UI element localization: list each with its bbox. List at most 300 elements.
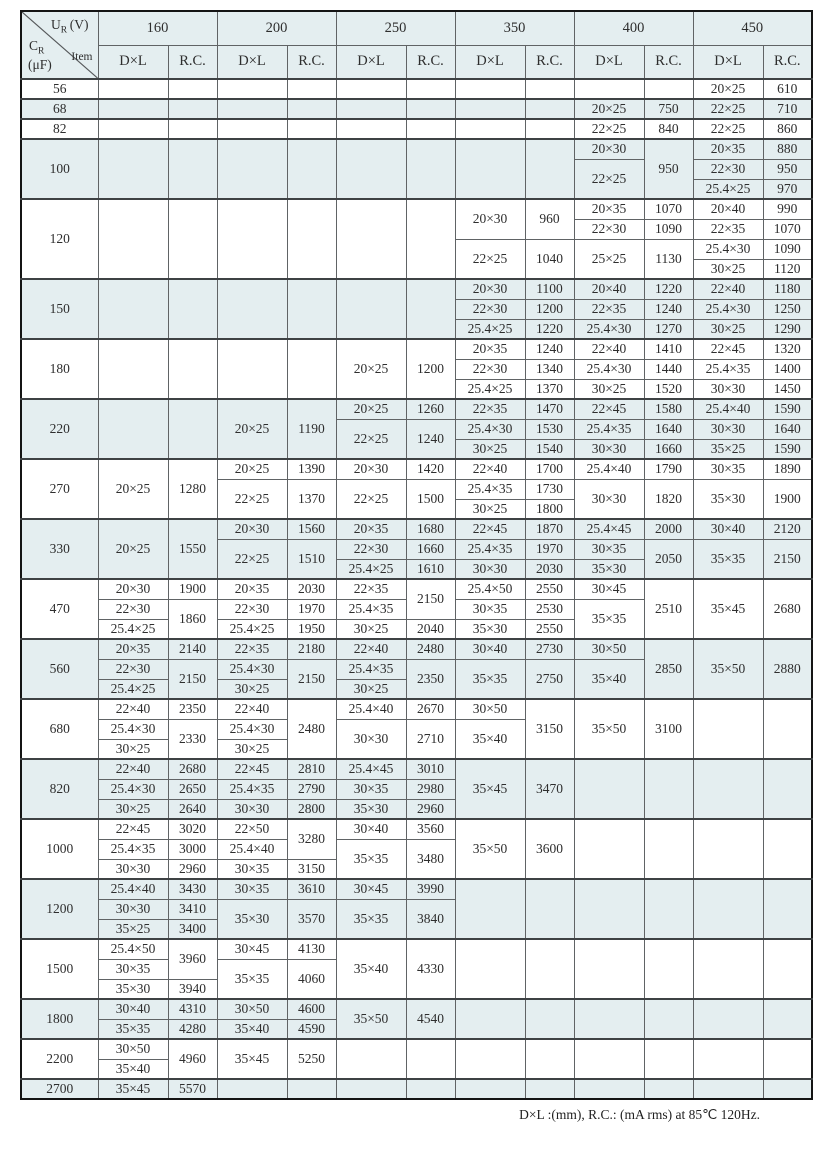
cell-rc: 2350 bbox=[406, 659, 455, 699]
cell-dxl bbox=[98, 119, 168, 139]
cell-dxl: 30×25 bbox=[693, 259, 763, 279]
cell-dxl: 20×35 bbox=[98, 639, 168, 659]
cr-value: 2700 bbox=[21, 1079, 98, 1099]
cell-rc: 1530 bbox=[525, 419, 574, 439]
cell-rc: 1130 bbox=[644, 239, 693, 279]
voltage-header: 400 bbox=[574, 11, 693, 45]
cell-dxl: 22×45 bbox=[574, 399, 644, 419]
cell-dxl bbox=[574, 759, 644, 819]
cell-dxl: 30×30 bbox=[455, 559, 525, 579]
cell-dxl bbox=[693, 879, 763, 939]
cell-dxl: 35×30 bbox=[455, 619, 525, 639]
cell-dxl: 30×25 bbox=[336, 679, 406, 699]
cell-rc: 1120 bbox=[763, 259, 812, 279]
cell-dxl: 22×30 bbox=[455, 299, 525, 319]
table-body bbox=[21, 79, 812, 1099]
dxl-header: D×L bbox=[98, 45, 168, 79]
cell-dxl bbox=[455, 879, 525, 939]
cell-rc: 1870 bbox=[525, 519, 574, 539]
cell-rc bbox=[406, 99, 455, 119]
dxl-header: D×L bbox=[455, 45, 525, 79]
cell-dxl bbox=[574, 879, 644, 939]
cell-rc: 1860 bbox=[168, 599, 217, 639]
cell-dxl: 25.4×30 bbox=[217, 659, 287, 679]
cell-dxl: 22×25 bbox=[336, 419, 406, 459]
cell-rc: 2650 bbox=[168, 779, 217, 799]
cell-dxl: 25.4×25 bbox=[98, 679, 168, 699]
cell-rc: 1970 bbox=[287, 599, 336, 619]
table-row bbox=[21, 459, 812, 479]
cell-rc: 2140 bbox=[168, 639, 217, 659]
cell-dxl: 25.4×35 bbox=[693, 359, 763, 379]
cell-dxl: 22×40 bbox=[455, 459, 525, 479]
cell-dxl bbox=[336, 99, 406, 119]
cell-dxl: 22×45 bbox=[217, 759, 287, 779]
cell-dxl: 30×25 bbox=[217, 739, 287, 759]
cr-value: 1200 bbox=[21, 879, 98, 939]
cell-dxl: 30×30 bbox=[693, 419, 763, 439]
cell-rc: 1320 bbox=[763, 339, 812, 359]
cr-value: 150 bbox=[21, 279, 98, 339]
cell-dxl: 35×35 bbox=[336, 839, 406, 879]
cell-dxl: 22×25 bbox=[455, 239, 525, 279]
cell-rc: 2150 bbox=[406, 579, 455, 619]
cell-rc: 1260 bbox=[406, 399, 455, 419]
cell-rc: 1250 bbox=[763, 299, 812, 319]
item-label: Item bbox=[71, 51, 93, 63]
cell-dxl: 35×35 bbox=[693, 539, 763, 579]
cell-dxl: 20×25 bbox=[336, 399, 406, 419]
cell-rc: 3150 bbox=[525, 699, 574, 759]
cell-dxl: 20×40 bbox=[574, 279, 644, 299]
table-row bbox=[21, 339, 812, 359]
cell-dxl: 20×25 bbox=[217, 459, 287, 479]
cell-dxl: 30×25 bbox=[217, 679, 287, 699]
cell-dxl bbox=[98, 99, 168, 119]
cell-rc: 2150 bbox=[287, 659, 336, 699]
cell-rc: 2680 bbox=[763, 579, 812, 639]
cell-rc: 1560 bbox=[287, 519, 336, 539]
cell-rc: 5250 bbox=[287, 1039, 336, 1079]
capacitance-label: $C_R$ bbox=[29, 38, 45, 57]
cell-rc bbox=[644, 1079, 693, 1099]
table-row bbox=[21, 939, 812, 959]
cell-rc: 2040 bbox=[406, 619, 455, 639]
cr-value: 56 bbox=[21, 79, 98, 99]
cell-dxl: 35×35 bbox=[98, 1019, 168, 1039]
cell-rc bbox=[644, 879, 693, 939]
rc-header: R.C. bbox=[168, 45, 217, 79]
cell-dxl: 25.4×30 bbox=[455, 419, 525, 439]
cell-rc: 3470 bbox=[525, 759, 574, 819]
cell-dxl: 25.4×25 bbox=[455, 379, 525, 399]
cell-dxl bbox=[693, 759, 763, 819]
table-row bbox=[21, 579, 812, 599]
rc-header: R.C. bbox=[406, 45, 455, 79]
cell-rc: 1790 bbox=[644, 459, 693, 479]
cr-value: 1800 bbox=[21, 999, 98, 1039]
cell-dxl: 25.4×30 bbox=[98, 779, 168, 799]
table-row bbox=[21, 519, 812, 539]
cell-rc bbox=[525, 119, 574, 139]
cell-dxl: 30×50 bbox=[217, 999, 287, 1019]
cell-dxl: 30×40 bbox=[693, 519, 763, 539]
cell-dxl: 35×30 bbox=[693, 479, 763, 519]
cell-dxl: 35×30 bbox=[336, 799, 406, 819]
cell-rc: 1660 bbox=[406, 539, 455, 559]
cell-rc: 1290 bbox=[763, 319, 812, 339]
cell-dxl: 35×40 bbox=[336, 939, 406, 999]
cell-rc bbox=[287, 99, 336, 119]
cell-rc: 1240 bbox=[525, 339, 574, 359]
cell-rc: 1970 bbox=[525, 539, 574, 559]
cell-rc: 1550 bbox=[168, 519, 217, 579]
cell-rc: 1470 bbox=[525, 399, 574, 419]
cell-dxl: 22×25 bbox=[336, 479, 406, 519]
cr-value: 180 bbox=[21, 339, 98, 399]
cell-dxl: 30×25 bbox=[98, 799, 168, 819]
cell-dxl: 22×30 bbox=[693, 159, 763, 179]
cell-dxl: 25.4×25 bbox=[693, 179, 763, 199]
cell-rc bbox=[644, 999, 693, 1039]
cell-dxl bbox=[217, 199, 287, 279]
cell-dxl bbox=[574, 819, 644, 879]
cell-dxl: 35×35 bbox=[455, 659, 525, 699]
cell-dxl: 20×25 bbox=[98, 459, 168, 519]
cell-rc: 1180 bbox=[763, 279, 812, 299]
cell-rc: 3940 bbox=[168, 979, 217, 999]
cell-rc: 840 bbox=[644, 119, 693, 139]
cell-rc: 1900 bbox=[763, 479, 812, 519]
cr-value: 330 bbox=[21, 519, 98, 579]
cell-rc: 1700 bbox=[525, 459, 574, 479]
voltage-header: 200 bbox=[217, 11, 336, 45]
cell-rc: 3990 bbox=[406, 879, 455, 899]
cell-dxl: 22×40 bbox=[574, 339, 644, 359]
cell-rc bbox=[406, 279, 455, 339]
cell-rc bbox=[763, 879, 812, 939]
cell-dxl bbox=[217, 339, 287, 399]
cell-rc: 2180 bbox=[287, 639, 336, 659]
cr-value: 220 bbox=[21, 399, 98, 459]
cell-rc bbox=[406, 119, 455, 139]
cr-value: 680 bbox=[21, 699, 98, 759]
cell-dxl: 22×45 bbox=[693, 339, 763, 359]
cr-value: 68 bbox=[21, 99, 98, 119]
cell-rc bbox=[406, 1079, 455, 1099]
cell-dxl: 25.4×30 bbox=[693, 299, 763, 319]
cell-rc bbox=[525, 939, 574, 999]
cell-dxl: 35×45 bbox=[693, 579, 763, 639]
cell-dxl bbox=[336, 139, 406, 199]
cell-rc: 2640 bbox=[168, 799, 217, 819]
cell-rc: 3480 bbox=[406, 839, 455, 879]
cell-dxl bbox=[336, 199, 406, 279]
table-row bbox=[21, 759, 812, 779]
cell-dxl bbox=[217, 79, 287, 99]
cell-rc: 2000 bbox=[644, 519, 693, 539]
cell-rc bbox=[644, 79, 693, 99]
cell-dxl: 22×30 bbox=[455, 359, 525, 379]
cell-rc: 4960 bbox=[168, 1039, 217, 1079]
cell-dxl: 20×30 bbox=[336, 459, 406, 479]
cell-dxl bbox=[217, 139, 287, 199]
table-row bbox=[21, 139, 812, 159]
cell-rc: 3000 bbox=[168, 839, 217, 859]
cell-rc: 2150 bbox=[763, 539, 812, 579]
cell-rc bbox=[168, 79, 217, 99]
cell-rc: 1520 bbox=[644, 379, 693, 399]
cell-dxl: 35×50 bbox=[693, 639, 763, 699]
cell-rc bbox=[763, 699, 812, 759]
cell-rc: 3280 bbox=[287, 819, 336, 859]
cell-dxl: 20×35 bbox=[574, 199, 644, 219]
cell-dxl bbox=[574, 79, 644, 99]
cell-dxl: 30×30 bbox=[98, 859, 168, 879]
cell-rc: 2030 bbox=[525, 559, 574, 579]
cr-value: 120 bbox=[21, 199, 98, 279]
cell-dxl bbox=[455, 99, 525, 119]
cell-rc bbox=[168, 119, 217, 139]
cell-dxl bbox=[574, 999, 644, 1039]
cell-dxl: 30×30 bbox=[98, 899, 168, 919]
cell-rc: 2550 bbox=[525, 579, 574, 599]
table-row bbox=[21, 639, 812, 659]
cell-rc bbox=[168, 99, 217, 119]
cell-rc: 1270 bbox=[644, 319, 693, 339]
cr-value: 1500 bbox=[21, 939, 98, 999]
cell-dxl: 25.4×40 bbox=[693, 399, 763, 419]
cell-dxl: 35×45 bbox=[98, 1079, 168, 1099]
cell-rc: 610 bbox=[763, 79, 812, 99]
cell-rc bbox=[168, 199, 217, 279]
cell-dxl: 22×45 bbox=[455, 519, 525, 539]
cell-dxl: 20×40 bbox=[693, 199, 763, 219]
cell-rc: 1500 bbox=[406, 479, 455, 519]
cell-dxl bbox=[455, 79, 525, 99]
cell-rc: 3840 bbox=[406, 899, 455, 939]
cell-dxl: 25.4×40 bbox=[574, 459, 644, 479]
cell-rc bbox=[763, 1039, 812, 1079]
cell-rc: 3570 bbox=[287, 899, 336, 939]
cell-dxl: 25.4×30 bbox=[574, 359, 644, 379]
cell-rc: 3150 bbox=[287, 859, 336, 879]
cell-rc bbox=[644, 1039, 693, 1079]
cell-rc: 950 bbox=[763, 159, 812, 179]
table-row bbox=[21, 119, 812, 139]
cell-rc: 2150 bbox=[168, 659, 217, 699]
cell-dxl: 22×40 bbox=[98, 759, 168, 779]
cell-rc: 1370 bbox=[287, 479, 336, 519]
cell-dxl: 30×35 bbox=[98, 959, 168, 979]
cell-rc: 1240 bbox=[644, 299, 693, 319]
rc-header: R.C. bbox=[287, 45, 336, 79]
cell-rc: 1090 bbox=[644, 219, 693, 239]
cell-rc: 4060 bbox=[287, 959, 336, 999]
cell-rc: 1390 bbox=[287, 459, 336, 479]
cell-rc: 2710 bbox=[406, 719, 455, 759]
cell-rc: 860 bbox=[763, 119, 812, 139]
cell-rc bbox=[525, 79, 574, 99]
voltage-header: 250 bbox=[336, 11, 455, 45]
cell-dxl: 25.4×35 bbox=[574, 419, 644, 439]
cell-rc: 1610 bbox=[406, 559, 455, 579]
cell-rc bbox=[406, 79, 455, 99]
cell-dxl: 20×35 bbox=[336, 519, 406, 539]
cell-rc: 1070 bbox=[763, 219, 812, 239]
cell-dxl: 22×35 bbox=[693, 219, 763, 239]
cell-dxl: 20×25 bbox=[336, 339, 406, 399]
cell-rc: 2790 bbox=[287, 779, 336, 799]
cell-dxl bbox=[693, 819, 763, 879]
table-row bbox=[21, 399, 812, 419]
cell-dxl bbox=[455, 939, 525, 999]
cell-dxl bbox=[693, 1039, 763, 1079]
cell-dxl: 20×25 bbox=[98, 519, 168, 579]
cell-dxl: 22×35 bbox=[336, 579, 406, 599]
cell-rc bbox=[525, 139, 574, 199]
table-row bbox=[21, 999, 812, 1019]
cell-rc bbox=[644, 819, 693, 879]
cell-dxl: 25.4×40 bbox=[217, 839, 287, 859]
cell-dxl: 22×25 bbox=[574, 119, 644, 139]
table-row bbox=[21, 1079, 812, 1099]
cell-rc: 1590 bbox=[763, 399, 812, 419]
cell-rc: 2480 bbox=[287, 699, 336, 759]
cell-dxl: 22×35 bbox=[455, 399, 525, 419]
cr-value: 820 bbox=[21, 759, 98, 819]
cell-dxl: 22×25 bbox=[693, 119, 763, 139]
cell-dxl: 35×45 bbox=[455, 759, 525, 819]
cell-dxl: 22×35 bbox=[574, 299, 644, 319]
cell-dxl: 35×40 bbox=[574, 659, 644, 699]
cell-dxl bbox=[574, 939, 644, 999]
cell-dxl: 30×25 bbox=[693, 319, 763, 339]
cell-rc: 1660 bbox=[644, 439, 693, 459]
cell-rc: 1640 bbox=[763, 419, 812, 439]
cell-dxl: 30×25 bbox=[455, 499, 525, 519]
cell-rc: 970 bbox=[763, 179, 812, 199]
cell-dxl: 25.4×30 bbox=[693, 239, 763, 259]
cell-rc: 960 bbox=[525, 199, 574, 239]
cell-rc: 2330 bbox=[168, 719, 217, 759]
cell-dxl bbox=[217, 99, 287, 119]
cell-rc bbox=[525, 1039, 574, 1079]
cell-rc: 3600 bbox=[525, 819, 574, 879]
subheader-row bbox=[21, 45, 812, 79]
dxl-header: D×L bbox=[693, 45, 763, 79]
cell-rc: 1510 bbox=[287, 539, 336, 579]
cell-dxl: 35×30 bbox=[98, 979, 168, 999]
cell-rc: 3430 bbox=[168, 879, 217, 899]
cr-value: 1000 bbox=[21, 819, 98, 879]
cell-rc: 2800 bbox=[287, 799, 336, 819]
cell-dxl: 30×30 bbox=[574, 439, 644, 459]
cr-value: 560 bbox=[21, 639, 98, 699]
cell-rc bbox=[763, 1079, 812, 1099]
cell-rc: 2850 bbox=[644, 639, 693, 699]
cell-rc: 990 bbox=[763, 199, 812, 219]
cr-value: 2200 bbox=[21, 1039, 98, 1079]
cell-dxl: 35×50 bbox=[336, 999, 406, 1039]
cell-rc: 2810 bbox=[287, 759, 336, 779]
cell-rc bbox=[168, 139, 217, 199]
cell-rc: 2050 bbox=[644, 539, 693, 579]
cell-dxl: 20×30 bbox=[217, 519, 287, 539]
cell-rc: 1100 bbox=[525, 279, 574, 299]
cell-rc: 3400 bbox=[168, 919, 217, 939]
cell-dxl bbox=[336, 119, 406, 139]
cell-rc: 4540 bbox=[406, 999, 455, 1039]
cell-dxl: 25×25 bbox=[574, 239, 644, 279]
cell-rc: 3410 bbox=[168, 899, 217, 919]
cell-dxl: 30×40 bbox=[455, 639, 525, 659]
cell-rc bbox=[168, 399, 217, 459]
cell-rc bbox=[406, 1039, 455, 1079]
cell-dxl: 20×30 bbox=[455, 199, 525, 239]
cell-dxl bbox=[217, 279, 287, 339]
cell-dxl: 20×25 bbox=[217, 399, 287, 459]
table-row bbox=[21, 279, 812, 299]
cell-dxl: 20×30 bbox=[98, 579, 168, 599]
cell-rc bbox=[168, 279, 217, 339]
cell-dxl: 30×35 bbox=[455, 599, 525, 619]
cell-dxl: 30×45 bbox=[574, 579, 644, 599]
cell-dxl: 22×40 bbox=[336, 639, 406, 659]
cell-dxl: 20×35 bbox=[455, 339, 525, 359]
table-row bbox=[21, 99, 812, 119]
cell-dxl bbox=[693, 699, 763, 759]
cell-dxl: 30×25 bbox=[574, 379, 644, 399]
cell-dxl bbox=[98, 79, 168, 99]
cell-rc: 1280 bbox=[168, 459, 217, 519]
cell-dxl bbox=[98, 399, 168, 459]
table-row bbox=[21, 879, 812, 899]
cell-rc bbox=[644, 939, 693, 999]
cell-dxl: 25.4×25 bbox=[455, 319, 525, 339]
cell-rc: 2960 bbox=[406, 799, 455, 819]
cell-dxl: 35×40 bbox=[217, 1019, 287, 1039]
cell-dxl: 25.4×30 bbox=[98, 719, 168, 739]
cell-dxl: 30×50 bbox=[98, 1039, 168, 1059]
cell-rc: 1190 bbox=[287, 399, 336, 459]
cell-rc bbox=[525, 879, 574, 939]
cell-rc: 1890 bbox=[763, 459, 812, 479]
cell-dxl: 30×40 bbox=[98, 999, 168, 1019]
cell-rc bbox=[763, 759, 812, 819]
cell-dxl bbox=[693, 1079, 763, 1099]
cell-dxl bbox=[336, 1039, 406, 1079]
cell-dxl: 22×25 bbox=[217, 539, 287, 579]
voltage-header: 350 bbox=[455, 11, 574, 45]
corner-header bbox=[21, 11, 98, 79]
cell-dxl: 35×35 bbox=[336, 899, 406, 939]
cell-dxl: 22×30 bbox=[574, 219, 644, 239]
cell-dxl: 35×40 bbox=[455, 719, 525, 759]
cell-rc: 1800 bbox=[525, 499, 574, 519]
cell-rc: 1200 bbox=[525, 299, 574, 319]
cell-dxl bbox=[336, 279, 406, 339]
cell-dxl: 30×50 bbox=[455, 699, 525, 719]
cell-rc: 2680 bbox=[168, 759, 217, 779]
cell-dxl: 30×35 bbox=[574, 539, 644, 559]
cell-rc: 3100 bbox=[644, 699, 693, 759]
cell-dxl: 35×25 bbox=[693, 439, 763, 459]
cell-rc: 1070 bbox=[644, 199, 693, 219]
cell-rc bbox=[287, 199, 336, 279]
cell-dxl: 22×40 bbox=[693, 279, 763, 299]
cell-dxl: 25.4×35 bbox=[217, 779, 287, 799]
